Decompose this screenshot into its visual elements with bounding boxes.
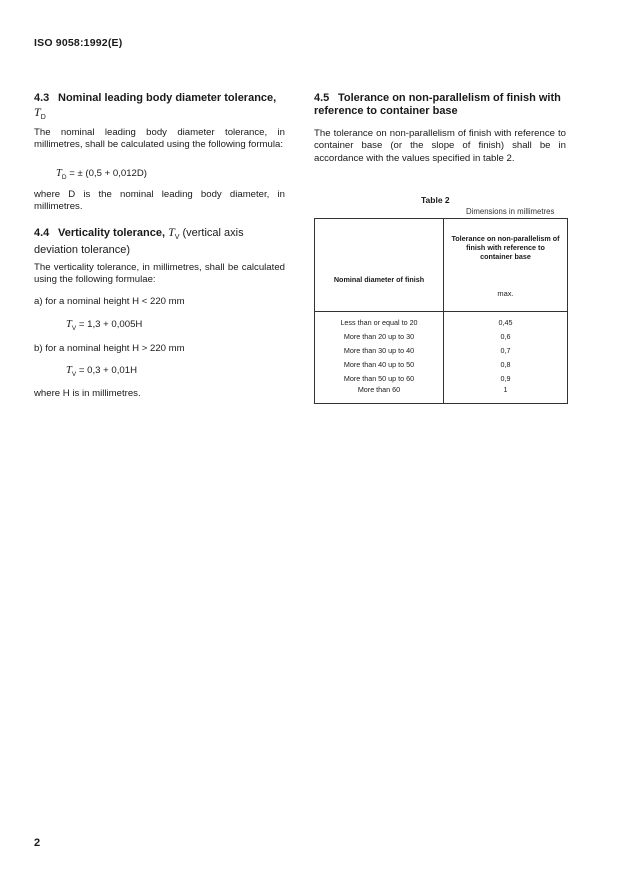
formula-expression: = ± (0,5 + 0,012D) xyxy=(66,168,148,179)
table-cell-diameter: More than 50 up to 60 xyxy=(315,371,444,385)
formula-expression: = 1,3 + 0,005H xyxy=(76,319,143,330)
symbol-subscript: D xyxy=(40,114,46,122)
formula-expression: = 0,3 + 0,01H xyxy=(76,365,137,376)
table-cell-diameter: More than 40 up to 50 xyxy=(315,357,444,371)
table-cell-diameter: More than 60 xyxy=(315,385,444,404)
formula-tv-a xyxy=(66,319,142,332)
table-caption: Table 2 xyxy=(421,195,450,205)
table-units: Dimensions in millimetres xyxy=(466,207,555,216)
section-number: 4.5 xyxy=(314,92,330,104)
section-4-3-where: where D is the nominal leading body diameter, in millimetres. xyxy=(34,189,285,213)
section-4-4-heading xyxy=(34,226,289,257)
section-number: 4.4 xyxy=(34,227,50,239)
table-header-tolerance: Tolerance on non-parallelism of finish with reference to container base xyxy=(444,219,568,277)
section-title: Nominal leading body diameter tolerance, xyxy=(58,92,277,104)
table-row xyxy=(315,312,568,330)
formula-symbol: T xyxy=(56,168,62,179)
symbol-subscript: V xyxy=(174,234,180,242)
table-row xyxy=(315,371,568,385)
section-number: 4.3 xyxy=(34,92,50,104)
section-4-5-paragraph: The tolerance on non-parallelism of finish with reference to container base (or the slope of finish) shall be in accordance with the values specified in table 2. xyxy=(314,128,566,164)
section-title-line2: deviation tolerance) xyxy=(34,244,131,257)
page-number: 2 xyxy=(34,837,41,849)
formula-subscript: D xyxy=(61,173,67,181)
section-symbol xyxy=(34,106,289,124)
symbol-t: T xyxy=(168,225,175,239)
section-title-rest: (vertical axis xyxy=(182,227,244,239)
section-title: Tolerance on non-parallelism of finish with reference to container base xyxy=(314,92,561,117)
formula-td xyxy=(56,168,147,181)
table-cell-tolerance: 0,45 xyxy=(444,312,568,330)
section-4-4-where: where H is in millimetres. xyxy=(34,388,141,399)
standard-header: ISO 9058:1992(E) xyxy=(34,37,123,49)
table-cell-diameter: Less than or equal to 20 xyxy=(315,312,444,330)
table-cell-diameter: More than 20 up to 30 xyxy=(315,329,444,343)
section-4-3-paragraph: The nominal leading body diameter tolerance, in millimetres, shall be calculated using the following formula: xyxy=(34,127,285,151)
formula-symbol: T xyxy=(66,365,72,376)
section-title: Verticality tolerance, xyxy=(58,227,165,239)
section-4-3-heading xyxy=(34,92,289,124)
section-4-4-paragraph: The verticality tolerance, in millimetres, shall be calculated using the following formulae: xyxy=(34,262,285,286)
table-cell-tolerance: 1 xyxy=(444,385,568,404)
table-cell-diameter: More than 30 up to 40 xyxy=(315,343,444,357)
table-row xyxy=(315,329,568,343)
section-4-5-heading xyxy=(314,92,570,118)
case-b-label: b) for a nominal height H > 220 mm xyxy=(34,343,185,354)
table-row xyxy=(315,357,568,371)
table-cell-tolerance: 0,8 xyxy=(444,357,568,371)
formula-tv-b xyxy=(66,365,137,378)
table-row xyxy=(315,385,568,404)
symbol-t: T xyxy=(34,105,41,119)
table-row xyxy=(315,343,568,357)
formula-subscript: V xyxy=(71,370,77,378)
formula-subscript: V xyxy=(71,324,77,332)
table-header-max: max. xyxy=(444,276,568,311)
case-a-label: a) for a nominal height H < 220 mm xyxy=(34,296,185,307)
table-header-diameter: Nominal diameter of finish xyxy=(315,219,444,312)
table-2 xyxy=(314,218,568,404)
table-cell-tolerance: 0,6 xyxy=(444,329,568,343)
table-cell-tolerance: 0,7 xyxy=(444,343,568,357)
table-cell-tolerance: 0,9 xyxy=(444,371,568,385)
formula-symbol: T xyxy=(66,319,72,330)
